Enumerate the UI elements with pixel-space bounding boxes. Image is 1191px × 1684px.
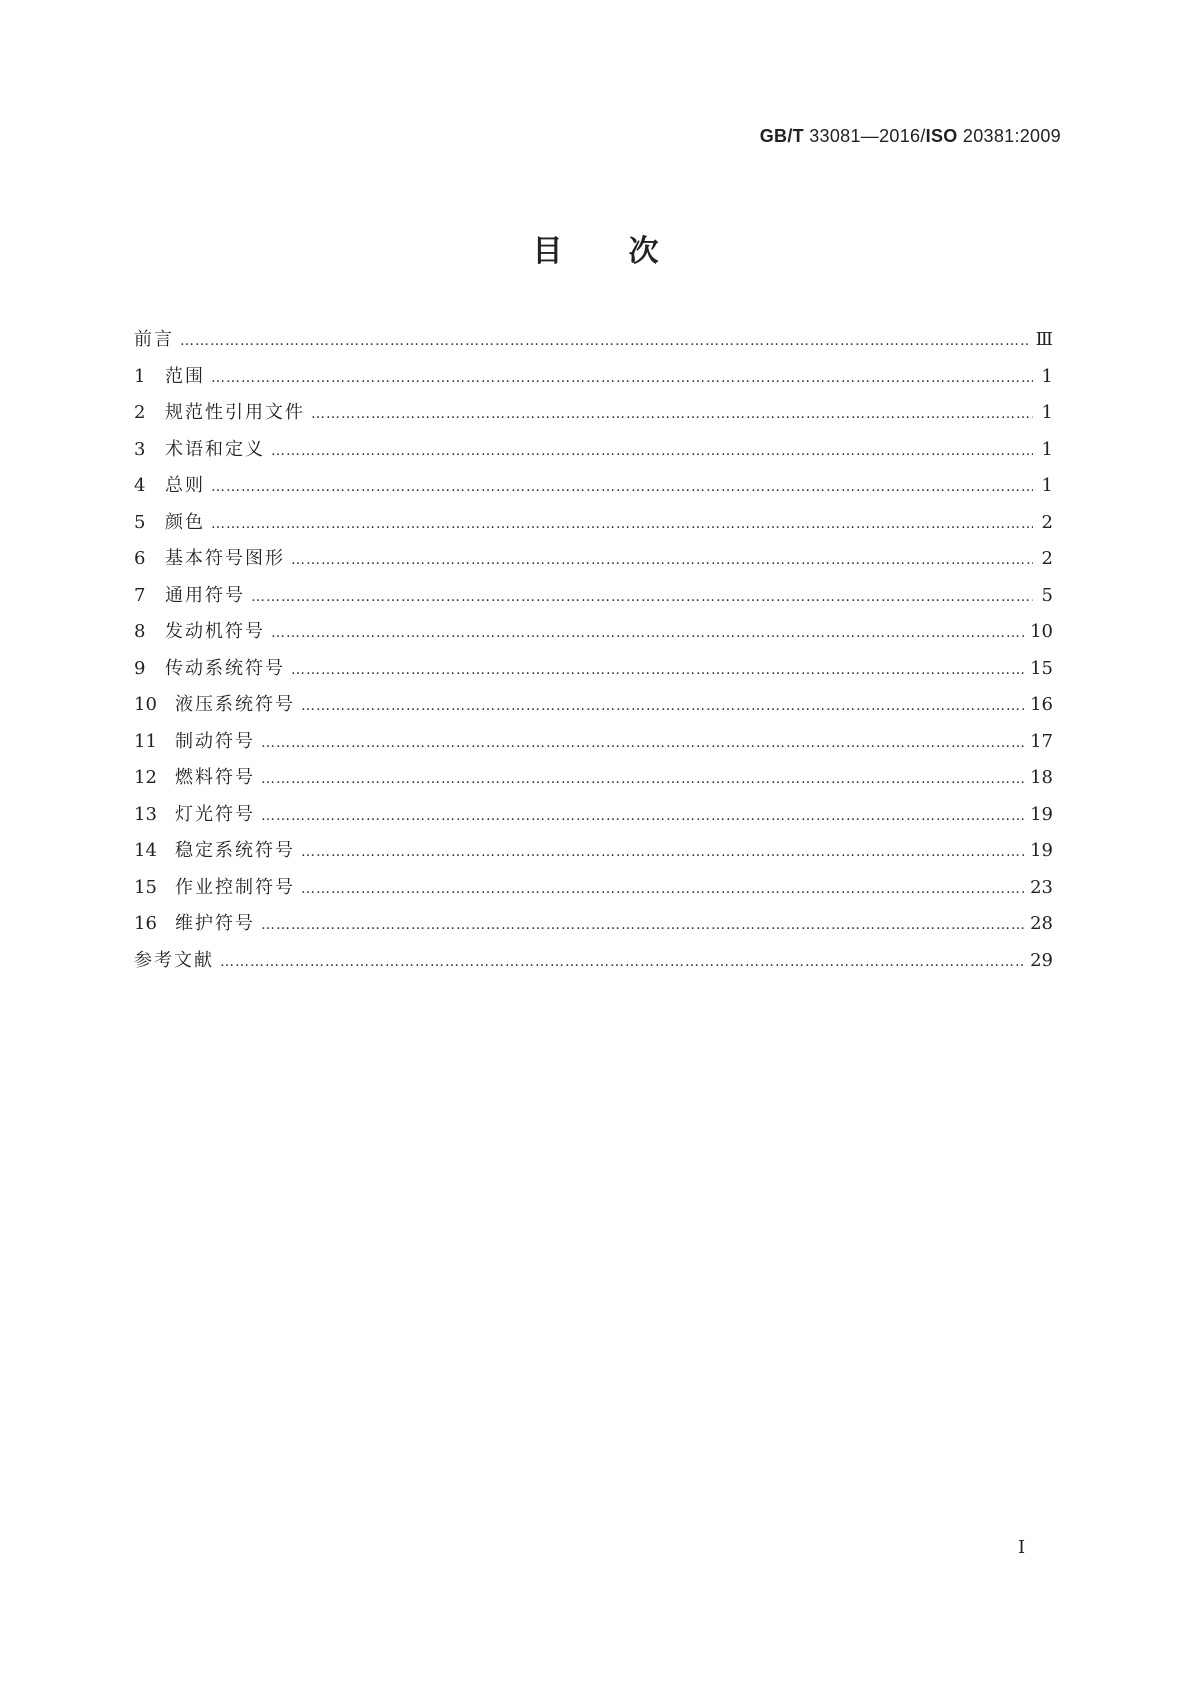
- toc-entry[interactable]: [134, 325, 1053, 362]
- toc-entry[interactable]: [134, 617, 1053, 654]
- toc-leader-dots: [261, 917, 1024, 933]
- toc-entry-number: 9: [134, 657, 146, 679]
- toc-entry-label: 发动机符号: [165, 621, 265, 642]
- toc-leader-dots: [211, 370, 1033, 386]
- toc-entry[interactable]: [134, 836, 1053, 873]
- toc-entry[interactable]: [134, 435, 1053, 472]
- toc-entry-page: 19: [1030, 840, 1053, 861]
- toc-leader-dots: [271, 625, 1024, 641]
- toc-entry-page: 1: [1041, 475, 1053, 496]
- toc-entry-page: 15: [1030, 657, 1053, 679]
- toc-entry-page: 2: [1041, 511, 1053, 533]
- toc-leader-dots: [251, 589, 1033, 605]
- toc-entry[interactable]: [134, 763, 1053, 800]
- toc-leader-dots: [220, 954, 1024, 970]
- toc-leader-dots: [291, 552, 1033, 568]
- toc-entry[interactable]: [134, 362, 1053, 399]
- toc-entry-number: 5: [134, 511, 146, 533]
- toc-entry-page: 18: [1030, 767, 1053, 788]
- toc-entry-label: 稳定系统符号: [175, 840, 295, 861]
- toc-entry[interactable]: [134, 508, 1053, 545]
- toc-entry-label: 作业控制符号: [175, 876, 295, 898]
- toc-entry-number: 12: [134, 767, 157, 788]
- toc-entry-label: 范围: [165, 365, 205, 387]
- toc-entry-label: 制动符号: [175, 730, 255, 752]
- standard-code: [760, 126, 1061, 147]
- toc-entry-page: 29: [1030, 949, 1053, 971]
- toc-entry-page: 1: [1041, 365, 1053, 387]
- toc-entry-label: 术语和定义: [165, 438, 265, 460]
- toc-entry[interactable]: [134, 654, 1053, 691]
- toc-entry-number: 10: [134, 694, 157, 715]
- toc-entry-page: Ⅲ: [1035, 329, 1053, 350]
- toc-entry-label: 前言: [134, 329, 174, 350]
- toc-entry-label: 规范性引用文件: [165, 402, 305, 423]
- toc-entry-number: 1: [134, 365, 146, 387]
- toc-entry[interactable]: [134, 946, 1053, 983]
- toc-entry-number: 6: [134, 548, 146, 569]
- toc-entry-page: 28: [1030, 913, 1053, 934]
- toc-entry-number: 14: [134, 840, 157, 861]
- toc-entry-page: 19: [1030, 803, 1053, 825]
- toc-entry-label: 参考文献: [134, 949, 214, 971]
- toc-entry-page: 2: [1041, 548, 1053, 569]
- toc-entry-page: 23: [1030, 876, 1053, 898]
- toc-entry[interactable]: [134, 727, 1053, 764]
- toc-entry-label: 液压系统符号: [175, 694, 295, 715]
- page-number: Ⅰ: [1018, 1537, 1026, 1558]
- toc-entry[interactable]: [134, 398, 1053, 435]
- toc-entry-page: 1: [1041, 402, 1053, 423]
- toc-entry-label: 总则: [165, 475, 205, 496]
- toc-entry-label: 基本符号图形: [165, 548, 285, 569]
- toc-leader-dots: [291, 662, 1024, 678]
- toc-leader-dots: [301, 881, 1024, 897]
- toc-leader-dots: [311, 406, 1033, 422]
- toc-entry[interactable]: [134, 873, 1053, 910]
- toc-leader-dots: [261, 735, 1024, 751]
- toc-entry-number: 11: [134, 730, 157, 752]
- standard-code-number: 33081—2016/: [809, 126, 926, 146]
- toc-entry[interactable]: [134, 909, 1053, 946]
- toc-entry-label: 维护符号: [175, 913, 255, 934]
- page-title: 目次: [532, 234, 725, 269]
- toc-entry[interactable]: [134, 690, 1053, 727]
- toc-entry[interactable]: [134, 581, 1053, 618]
- toc-entry-page: 5: [1041, 584, 1053, 606]
- toc-entry-number: 8: [134, 621, 146, 642]
- toc-entry-page: 1: [1041, 438, 1053, 460]
- toc-leader-dots: [211, 516, 1033, 532]
- toc-entry-number: 4: [134, 475, 146, 496]
- toc-leader-dots: [261, 771, 1024, 787]
- toc-leader-dots: [261, 808, 1024, 824]
- toc-entry-label: 燃料符号: [175, 767, 255, 788]
- toc-entry-label: 灯光符号: [175, 803, 255, 825]
- toc-entry-number: 13: [134, 803, 157, 825]
- toc-entry-number: 3: [134, 438, 146, 460]
- toc-entry-page: 17: [1030, 730, 1053, 752]
- standard-code-prefix: GB/T: [759, 126, 804, 146]
- toc-entry-page: 16: [1030, 694, 1053, 715]
- toc-entry-label: 颜色: [165, 511, 205, 533]
- standard-code-iso: ISO: [925, 126, 958, 146]
- standard-code-iso-number: 20381:2009: [962, 126, 1061, 146]
- toc-leader-dots: [301, 698, 1024, 714]
- toc-entry-number: 2: [134, 402, 146, 423]
- toc-entry[interactable]: [134, 471, 1053, 508]
- toc-entry-page: 10: [1030, 621, 1053, 642]
- toc-leader-dots: [211, 479, 1033, 495]
- toc-leader-dots: [271, 443, 1033, 459]
- table-of-contents: [134, 325, 1053, 982]
- toc-entry-number: 15: [134, 876, 157, 898]
- toc-entry[interactable]: [134, 544, 1053, 581]
- toc-entry-number: 7: [134, 584, 146, 606]
- toc-entry-label: 通用符号: [165, 584, 245, 606]
- toc-leader-dots: [301, 844, 1024, 860]
- toc-entry-number: 16: [134, 913, 157, 934]
- toc-leader-dots: [180, 333, 1030, 349]
- toc-entry-label: 传动系统符号: [165, 657, 285, 679]
- toc-entry[interactable]: [134, 800, 1053, 837]
